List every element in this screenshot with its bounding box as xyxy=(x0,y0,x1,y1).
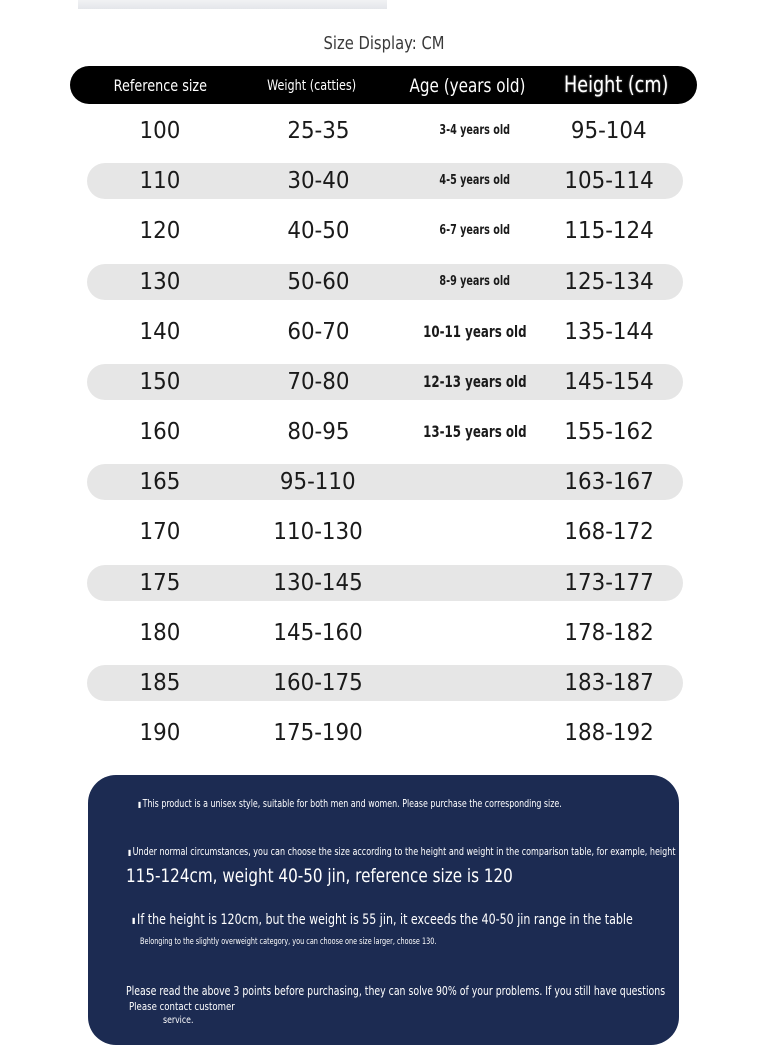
age-cell: 6-7 years old xyxy=(439,223,511,238)
table-row xyxy=(87,314,683,350)
weight-cell: 175-190 xyxy=(273,720,363,746)
footer-note-line1: Please read the above 3 points before purchasing, they can solve 90% of your problems. If you still have questions xyxy=(126,984,666,998)
size-cell: 100 xyxy=(139,118,180,144)
age-cell xyxy=(399,665,551,701)
table-row xyxy=(87,514,683,550)
height-cell: 188-192 xyxy=(564,720,654,746)
weight-cell: 30-40 xyxy=(286,168,350,194)
bullet-icon: ▮ xyxy=(128,847,132,857)
table-row xyxy=(87,213,683,249)
height-cell: 135-144 xyxy=(564,319,654,345)
size-cell: 170 xyxy=(139,519,180,545)
height-cell: 105-114 xyxy=(564,168,654,194)
weight-cell: 145-160 xyxy=(273,620,363,646)
age-cell xyxy=(399,514,551,550)
age-cell xyxy=(399,715,551,751)
age-cell: 13-15 years old xyxy=(423,422,527,441)
table-row xyxy=(87,163,683,199)
note-overweight-line1: ▮ If the height is 120cm, but the weight is 55 jin, it exceeds the 40-50 jin range in the table xyxy=(132,912,633,928)
age-cell xyxy=(399,565,551,601)
height-cell: 163-167 xyxy=(564,469,654,495)
weight-cell: 110-130 xyxy=(273,519,363,545)
size-cell: 160 xyxy=(139,419,180,445)
table-row xyxy=(87,414,683,450)
weight-cell: 70-80 xyxy=(286,369,350,395)
header-weight: Weight (catties) xyxy=(267,78,357,94)
weight-cell: 80-95 xyxy=(286,419,350,445)
weight-cell: 50-60 xyxy=(286,269,350,295)
purchase-notes-panel xyxy=(88,775,679,1045)
size-display-title: Size Display: CM xyxy=(323,33,445,54)
weight-cell: 95-110 xyxy=(280,469,356,495)
table-row xyxy=(87,264,683,300)
footer-contact-link[interactable]: Please contact customer xyxy=(129,1000,235,1013)
note-size-guide-line2: 115-124cm, weight 40-50 jin, reference size is 120 xyxy=(126,865,513,887)
table-row xyxy=(87,565,683,601)
table-row xyxy=(87,715,683,751)
age-cell: 10-11 years old xyxy=(423,322,527,341)
note-size-guide-line1: ▮Under normal circumstances, you can choose the size according to the height and weight in the comparison table, for example, height xyxy=(128,845,676,858)
height-cell: 183-187 xyxy=(564,670,654,696)
height-cell: 173-177 xyxy=(564,570,654,596)
age-cell: 3-4 years old xyxy=(439,123,511,138)
bullet-icon: ▮ xyxy=(132,915,136,925)
header-height: Height (cm) xyxy=(563,73,669,98)
size-cell: 120 xyxy=(139,218,180,244)
age-cell: 12-13 years old xyxy=(423,372,527,391)
height-cell: 115-124 xyxy=(564,218,654,244)
weight-cell: 25-35 xyxy=(286,118,350,144)
table-row xyxy=(87,364,683,400)
size-cell: 190 xyxy=(139,720,180,746)
size-cell: 165 xyxy=(139,469,180,495)
note-overweight-line2: Belonging to the slightly overweight category, you can choose one size larger, choose 130. xyxy=(140,937,437,947)
size-cell: 130 xyxy=(139,269,180,295)
height-cell: 168-172 xyxy=(564,519,654,545)
weight-cell: 160-175 xyxy=(273,670,363,696)
size-cell: 140 xyxy=(139,319,180,345)
height-cell: 125-134 xyxy=(564,269,654,295)
height-cell: 155-162 xyxy=(564,419,654,445)
bullet-icon: ▮ xyxy=(138,799,142,809)
height-cell: 95-104 xyxy=(571,118,647,144)
age-cell xyxy=(399,464,551,500)
size-cell: 175 xyxy=(139,570,180,596)
age-cell xyxy=(399,615,551,651)
size-cell: 185 xyxy=(139,670,180,696)
height-cell: 145-154 xyxy=(564,369,654,395)
footer-service-text: service. xyxy=(163,1015,194,1026)
table-row xyxy=(87,665,683,701)
size-cell: 180 xyxy=(139,620,180,646)
size-cell: 110 xyxy=(139,168,180,194)
table-row xyxy=(87,113,683,149)
header-reference-size: Reference size xyxy=(113,76,208,95)
weight-cell: 60-70 xyxy=(286,319,350,345)
age-cell: 8-9 years old xyxy=(439,274,511,289)
header-age: Age (years old) xyxy=(409,75,525,97)
table-row xyxy=(87,464,683,500)
weight-cell: 40-50 xyxy=(286,218,350,244)
size-cell: 150 xyxy=(139,369,180,395)
weight-cell: 130-145 xyxy=(273,570,363,596)
table-row xyxy=(87,615,683,651)
note-unisex: ▮This product is a unisex style, suitable for both men and women. Please purchase the corresponding size. xyxy=(138,797,562,810)
age-cell: 4-5 years old xyxy=(439,173,511,188)
height-cell: 178-182 xyxy=(564,620,654,646)
